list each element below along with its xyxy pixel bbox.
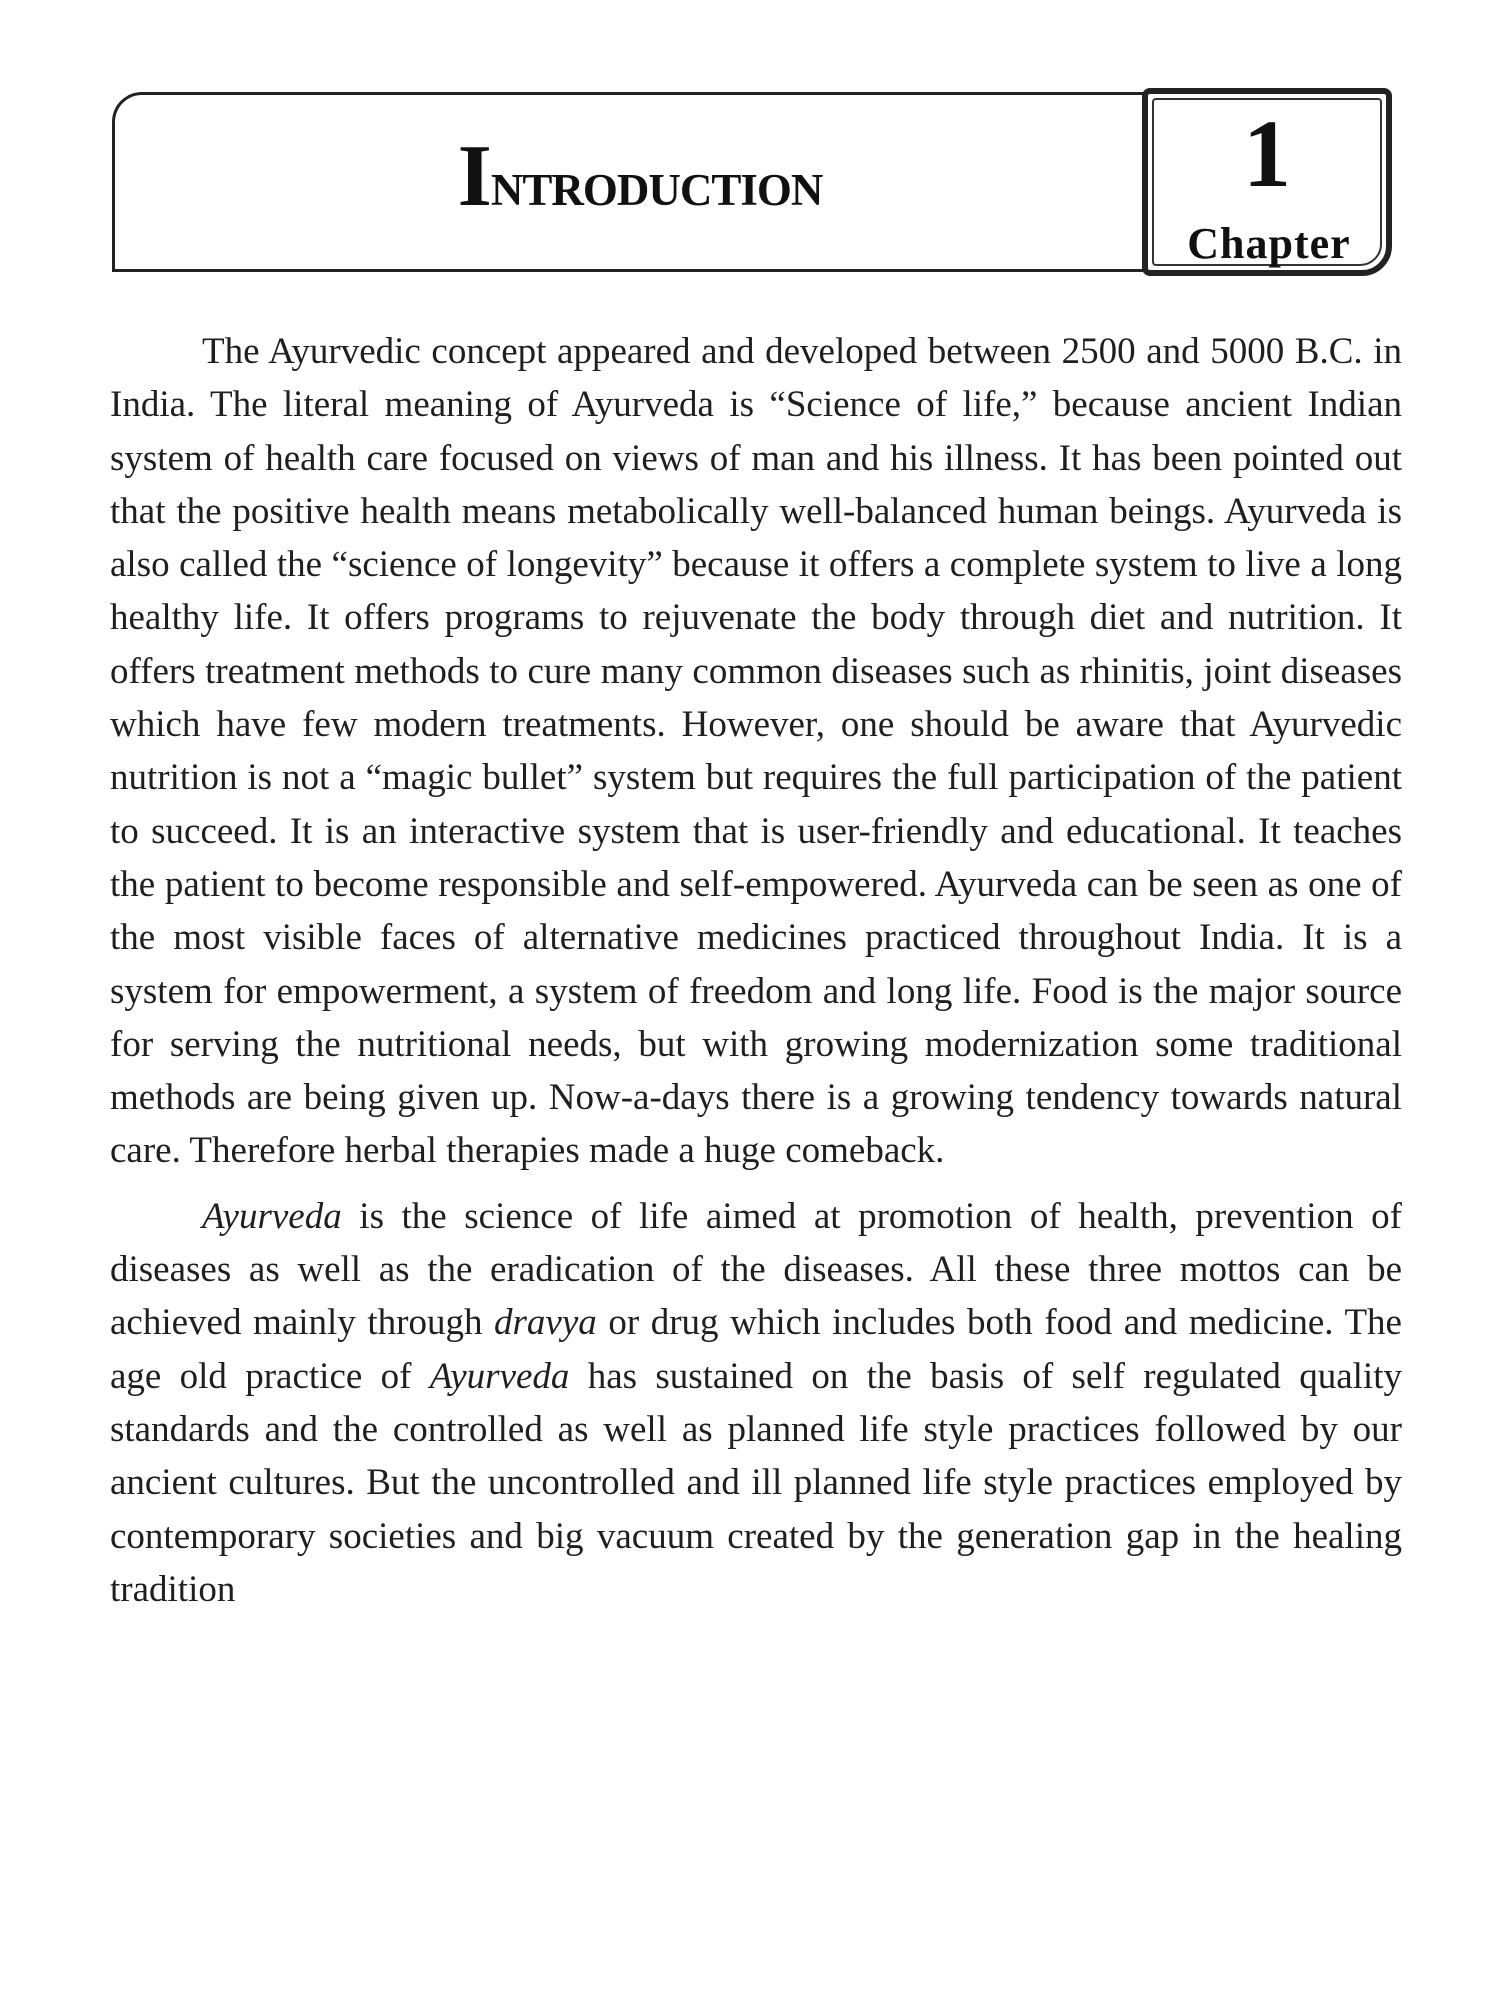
term-dravya: dravya <box>494 1302 597 1344</box>
term-ayurveda-2: Ayurveda <box>429 1355 570 1397</box>
paragraph-2-part-c: has sustained on the basis of self regulated quality standards and the controlled as well as planned life style practices followed by our ancient cultures. But the uncontrolled and ill planned life style practices employed by contemporary societies and big vacuum created by the generation gap in the healing tradition <box>110 1355 1402 1610</box>
term-ayurveda: Ayurveda <box>202 1195 342 1237</box>
paragraph-1: The Ayurvedic concept appeared and developed between 2500 and 5000 B.C. in India. The literal meaning of Ayurveda is “Science of life,” because ancient Indian system of health care focused on views of man and his illness. It has been pointed out that the positive health means metabolically well-balanced human beings. Ayurveda is also called the “science of longevity” because it offers a complete system to live a long healthy life. It offers programs to rejuvenate the body through diet and nutrition. It offers treatment methods to cure many common diseases such as rhinitis, joint diseases which have few modern treatments. However, one should be aware that Ayurvedic nutrition is not a “magic bullet” system but requires the full participation of the patient to succeed. It is an interactive system that is user-friendly and educational. It teaches the patient to become responsible and self-empowered. Ayurveda can be seen as one of the most visible faces of alternative medicines practiced throughout India. It is a system for empowerment, a system of freedom and long life. Food is the major source for serving the nutritional needs, but with growing modernization some traditional methods are being given up. Now-a-days there is a growing tendency towards natural care. Therefore herbal therapies made a huge comeback. <box>110 331 1402 1172</box>
chapter-number: 1 <box>1243 100 1291 207</box>
chapter-number-box <box>1142 88 1392 276</box>
paragraph-2-part-a: is the science of life aimed at promotion of health, prevention of diseases as well as the eradication of the diseases. All these three mottos can be achieved mainly through <box>110 1195 1402 1344</box>
paragraph-2 <box>110 1190 1402 1616</box>
chapter-title-rest: ntroduction <box>490 148 823 219</box>
chapter-label: Chapter <box>1187 219 1351 268</box>
chapter-title <box>115 128 1165 225</box>
chapter-title-box <box>112 92 1162 272</box>
chapter-title-initial: I <box>457 128 491 225</box>
body-text <box>110 325 1402 1616</box>
paragraph-2-part-b: or drug which includes both food and medicine. The age old practice of <box>110 1302 1402 1397</box>
chapter-header <box>112 88 1397 276</box>
